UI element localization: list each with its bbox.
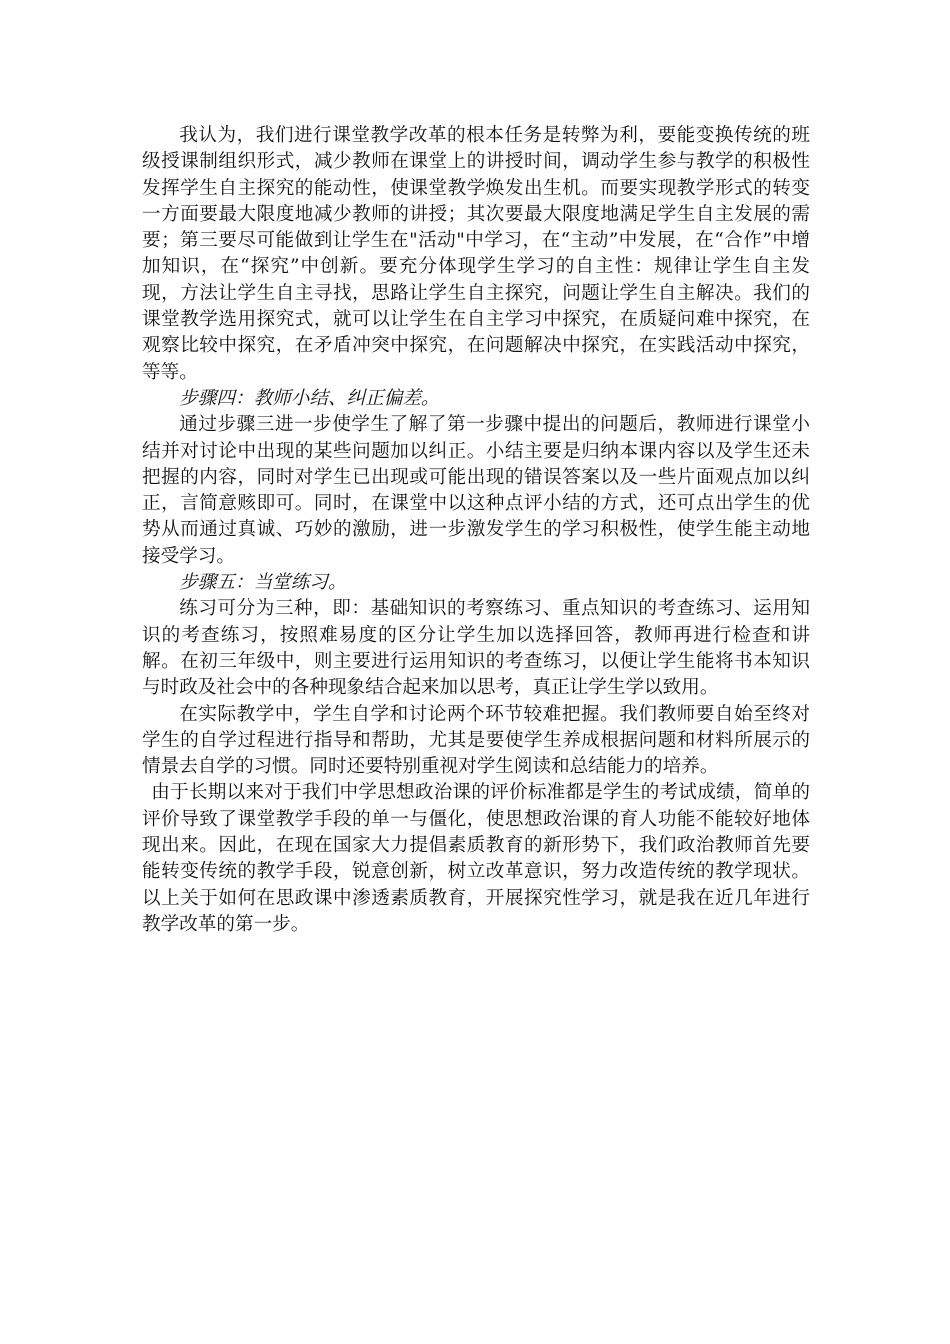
paragraph-conclusion: 由于长期以来对于我们中学思想政治课的评价标准都是学生的考试成绩，简单的评价导致了课堂教学手段的单一与僵化，使思想政治课的育人功能不能较好地体现出来。因此，在现在国家大力提倡素质教育的新形势下，我们政治教师首先要能转变传统的教学手段，锐意创新，树立改革意识，努力改造传统的教学现状。以上关于如何在思政课中渗透素质教育，开展探究性学习，就是我在近几年进行教学改革的第一步。 [142, 782, 810, 935]
step-four-heading: 步骤四：教师小结、纠正偏差。 [179, 387, 440, 409]
paragraph-self-study: 在实际教学中，学生自学和讨论两个环节较难把握。我们教师要自始至终对学生的自学过程进行指导和帮助，尤其是要使学生养成根据问题和材料所展示的情景去自学的习惯。同时还要特别重视对学生阅读和总结能力的培养。 [142, 703, 810, 778]
document-body [142, 123, 810, 938]
step-five-heading: 步骤五：当堂练习。 [179, 572, 347, 594]
paragraph-teaching-reform: 我认为，我们进行课堂教学改革的根本任务是转弊为利，要能变换传统的班级授课制组织形式，减少教师在课堂上的讲授时间，调动学生参与教学的积极性发挥学生自主探究的能动性，使课堂教学焕发出生机。而要实现教学形式的转变一方面要最大限度地减少教师的讲授；其次要最大限度地满足学生自主发展的需要；第三要尽可能做到让学生在"活动"中学习，在“主动”中发展，在“合作”中增加知识，在“探究”中创新。要充分体现学生学习的自主性：规律让学生自主发现，方法让学生自主寻找，思路让学生自主探究，问题让学生自主解决。我们的课堂教学选用探究式，就可以让学生在自主学习中探究，在质疑问难中探究，在观察比较中探究，在矛盾冲突中探究，在问题解决中探究，在实践活动中探究，等等。 [142, 125, 810, 383]
paragraph-classroom-practice: 练习可分为三种，即：基础知识的考察练习、重点知识的考查练习、运用知识的考查练习，按照难易度的区分让学生加以选择回答，教师再进行检查和讲解。在初三年级中，则主要进行运用知识的考查练习，以便让学生能将书本知识与时政及社会中的各种现象结合起来加以思考，真正让学生学以致用。 [142, 598, 810, 699]
paragraph-teacher-summary: 通过步骤三进一步使学生了解了第一步骤中提出的问题后，教师进行课堂小结并对讨论中出现的某些问题加以纠正。小结主要是归纳本课内容以及学生还未把握的内容，同时对学生已出现或可能出现的错误答案以及一些片面观点加以纠正，言简意赅即可。同时，在课堂中以这种点评小结的方式，还可点出学生的优势从而通过真诚、巧妙的激励，进一步激发学生的学习积极性，使学生能主动地接受学习。 [142, 414, 810, 567]
